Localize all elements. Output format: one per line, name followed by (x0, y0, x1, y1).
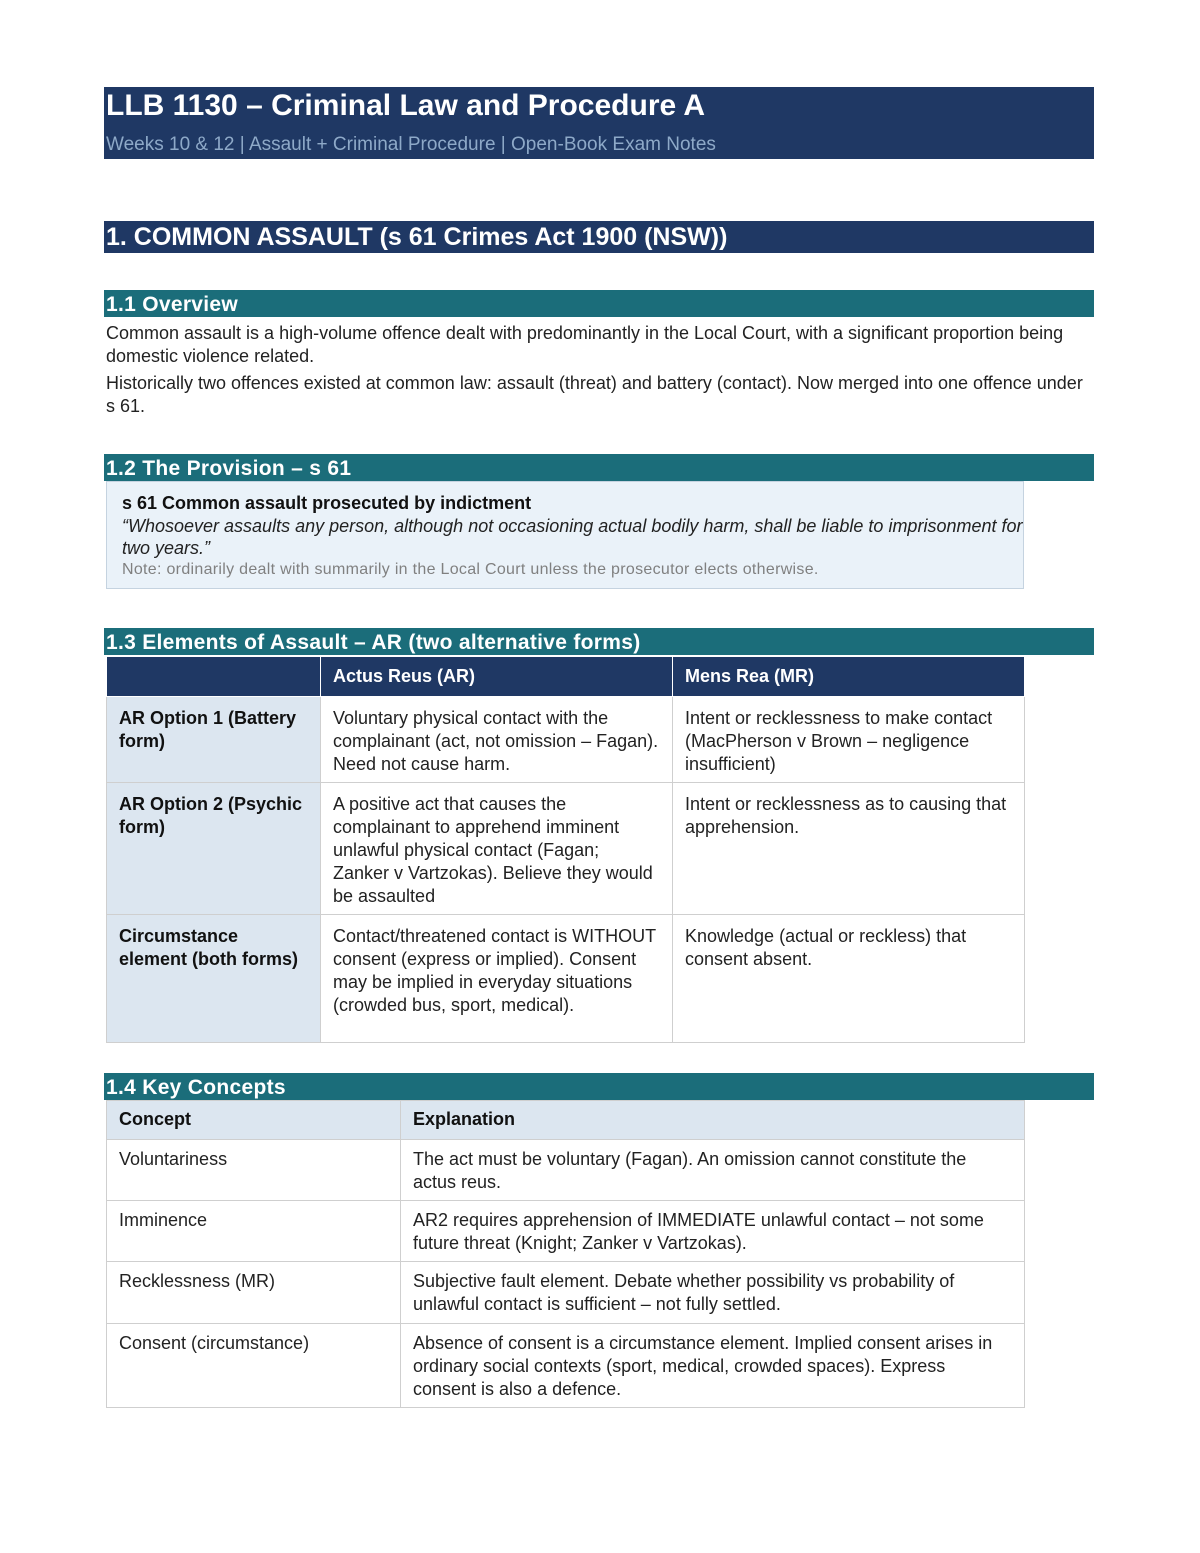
concepts-heading: 1.4 Key Concepts (104, 1073, 1094, 1100)
concepts-table (106, 1100, 1025, 1408)
document-title: LLB 1130 – Criminal Law and Procedure A (106, 89, 706, 122)
concept-cell: Consent (circumstance) (107, 1324, 401, 1408)
actus-reus-cell: Voluntary physical contact with the complainant (act, not omission – Fagan). Need not cause harm. (321, 697, 673, 783)
provision-quote: “Whosoever assaults any person, although not occasioning actual bodily harm, shall be liable to imprisonment for two years.” (122, 516, 1023, 558)
table-row (107, 1140, 1025, 1201)
provision-title: s 61 Common assault prosecuted by indictment (122, 493, 532, 513)
elements-heading: 1.3 Elements of Assault – AR (two alternative forms) (104, 628, 1094, 655)
column-header: Concept (107, 1101, 401, 1140)
concept-cell: Imminence (107, 1201, 401, 1262)
actus-reus-cell: A positive act that causes the complainant to apprehend imminent unlawful physical contact (Fagan; Zanker v Vartzokas). Believe they would be assaulted (321, 783, 673, 915)
explanation-cell: AR2 requires apprehension of IMMEDIATE unlawful contact – not some future threat (Knight; Zanker v Vartzokas). (401, 1201, 1025, 1262)
table-row (107, 783, 1025, 915)
elements-table (106, 656, 1025, 1043)
table-row (107, 1201, 1025, 1262)
mens-rea-cell: Intent or recklessness to make contact (MacPherson v Brown – negligence insufficient) (673, 697, 1025, 783)
row-label: Circumstance element (both forms) (107, 915, 321, 1043)
mens-rea-cell: Intent or recklessness as to causing that apprehension. (673, 783, 1025, 915)
column-header: Mens Rea (MR) (673, 657, 1025, 697)
overview-paragraph-2: Historically two offences existed at common law: assault (threat) and battery (contact). Now merged into one offence under s 61. (106, 373, 1083, 416)
column-header: Actus Reus (AR) (321, 657, 673, 697)
provision-note: Note: ordinarily dealt with summarily in the Local Court unless the prosecutor elects otherwise. (122, 561, 819, 578)
provision-heading: 1.2 The Provision – s 61 (104, 454, 1094, 481)
explanation-cell: Absence of consent is a circumstance element. Implied consent arises in ordinary social contexts (sport, medical, crowded spaces). Express consent is also a defence. (401, 1324, 1025, 1408)
column-header: Explanation (401, 1101, 1025, 1140)
row-label: AR Option 1 (Battery form) (107, 697, 321, 783)
concept-cell: Recklessness (MR) (107, 1262, 401, 1324)
table-row (107, 915, 1025, 1043)
explanation-cell: Subjective fault element. Debate whether possibility vs probability of unlawful contact is sufficient – not fully settled. (401, 1262, 1025, 1324)
title-block (104, 87, 1094, 159)
concept-cell: Voluntariness (107, 1140, 401, 1201)
document-subtitle: Weeks 10 & 12 | Assault + Criminal Procedure | Open-Book Exam Notes (106, 134, 716, 155)
row-label: AR Option 2 (Psychic form) (107, 783, 321, 915)
table-row (107, 1262, 1025, 1324)
overview-heading: 1.1 Overview (104, 290, 1094, 317)
column-header (107, 657, 321, 697)
concepts-table-header (107, 1101, 1025, 1140)
explanation-cell: The act must be voluntary (Fagan). An omission cannot constitute the actus reus. (401, 1140, 1025, 1201)
table-row (107, 697, 1025, 783)
provision-box (106, 481, 1024, 589)
actus-reus-cell: Contact/threatened contact is WITHOUT consent (express or implied). Consent may be implied in everyday situations (crowded bus, sport, medical). (321, 915, 673, 1043)
table-row (107, 1324, 1025, 1408)
section-1-heading: 1. COMMON ASSAULT (s 61 Crimes Act 1900 (NSW)) (104, 221, 1094, 253)
mens-rea-cell: Knowledge (actual or reckless) that consent absent. (673, 915, 1025, 1043)
overview-paragraph-1: Common assault is a high-volume offence dealt with predominantly in the Local Court, with a significant proportion being domestic violence related. (106, 323, 1064, 366)
elements-table-header (107, 657, 1025, 697)
